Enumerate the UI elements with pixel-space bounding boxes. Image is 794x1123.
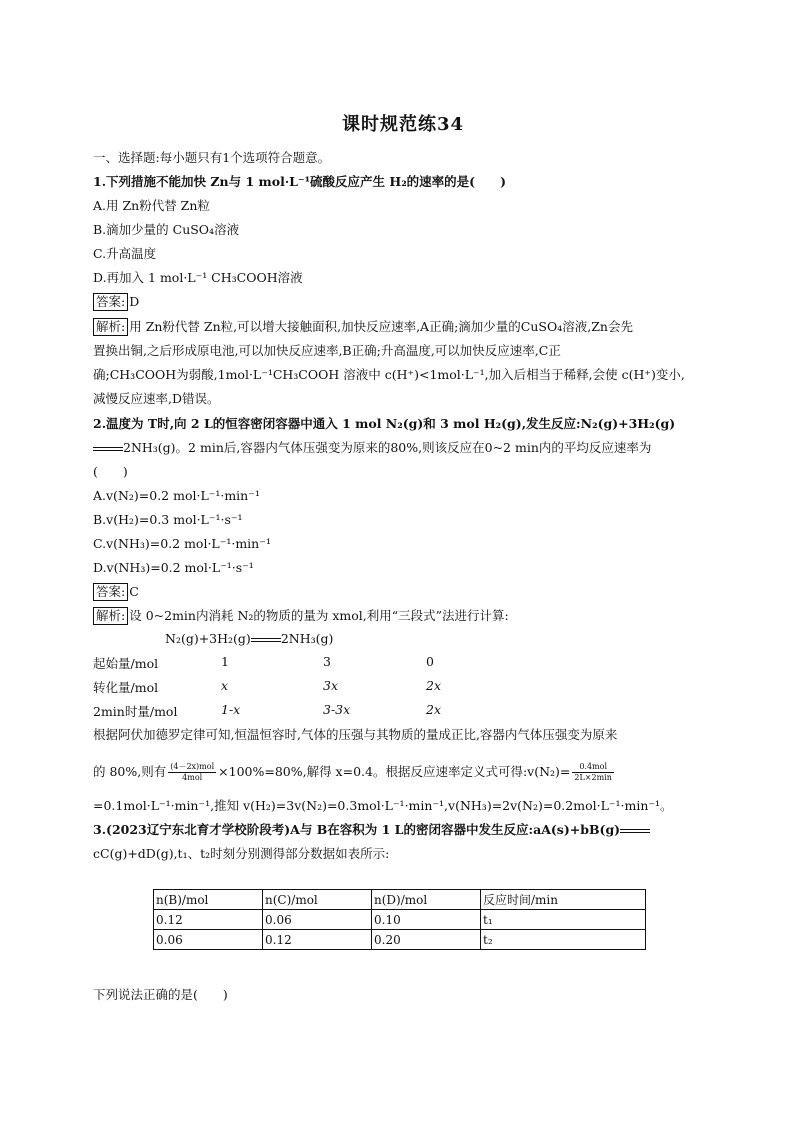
three-step-row-label: 2min时量/mol: [93, 704, 178, 719]
q1-analysis-line-4: 减慢反应速率,D错误。: [93, 391, 220, 406]
three-step-cell-text: 1-x: [221, 702, 241, 717]
table-cell: 0.20: [372, 930, 481, 950]
analysis-label: 解析:: [93, 607, 128, 625]
q2-option-b: B.v(H₂)=0.3 mol·L⁻¹·s⁻¹: [93, 512, 243, 527]
q1-answer: [93, 293, 139, 311]
q1-answer-value: D: [129, 294, 140, 309]
q2-stem-2-text: 2NH₃(g)。2 min后,容器内气体压强变为原来的80%,则该反应在0~2 min内的平均反应速率为: [123, 440, 652, 455]
answer-label: 答案:: [93, 583, 128, 601]
page-title: 课时规范练34: [341, 114, 465, 135]
q3-tail: 下列说法正确的是( ): [93, 987, 228, 1002]
three-step-cell: 1: [221, 654, 229, 669]
q1-analysis-line-1: [93, 318, 633, 336]
q1-analysis-line-2: 置换出铜,之后形成原电池,可以加快反应速率,B正确;升高温度,可以加快反应速率,C正: [93, 343, 561, 358]
answer-label: 答案:: [93, 293, 128, 311]
q2-stem-3: ( ): [93, 464, 128, 479]
table-cell: 0.12: [263, 930, 372, 950]
q2-analysis-rest-1: 根据阿伏加德罗定律可知,恒温恒容时,气体的压强与其物质的量成正比,容器内气体压强变为原来: [93, 727, 618, 742]
q3-stem-1: [93, 821, 650, 839]
q2-answer-value: C: [129, 584, 139, 599]
section-heading: 一、选择题:每小题只有1个选项符合题意。: [93, 150, 331, 165]
table-cell: 0.06: [263, 910, 372, 930]
equation-left: N₂(g)+3H₂(g): [165, 631, 251, 646]
q2-analysis-rest-2: [93, 762, 616, 783]
q1-analysis-line-3: 确;CH₃COOH为弱酸,1mol·L⁻¹CH₃COOH 溶液中 c(H⁺)<1mol·L⁻¹,加入后相当于稀释,会使 c(H⁺)变小,: [93, 367, 685, 382]
table-cell: 0.06: [154, 930, 263, 950]
data-table: [153, 889, 646, 950]
three-step-cell-text: 3-3x: [323, 702, 351, 717]
q2-analysis-line-1: [93, 607, 509, 625]
three-step-cell: [426, 702, 441, 717]
three-step-cell: [221, 702, 240, 717]
fraction-2: [572, 762, 614, 783]
q2-analysis-text-1: 设 0~2min内消耗 N₂的物质的量为 xmol,利用“三段式”法进行计算:: [129, 608, 509, 623]
q2-option-a: A.v(N₂)=0.2 mol·L⁻¹·min⁻¹: [93, 488, 260, 503]
three-step-row-label: 起始量/mol: [93, 656, 159, 671]
table-cell: t₂: [481, 930, 646, 950]
three-step-cell: [323, 678, 338, 693]
analysis-label: 解析:: [93, 318, 128, 336]
equilibrium-arrow: [251, 635, 281, 645]
fraction-2-numerator: 0.4mol: [572, 762, 614, 773]
q1-option-b: B.滴加少量的 CuSO₄溶液: [93, 222, 240, 237]
q1-stem: 1.下列措施不能加快 Zn与 1 mol·L⁻¹硫酸反应产生 H₂的速率的是( ): [93, 174, 507, 189]
equilibrium-arrow: [620, 826, 650, 836]
three-step-cell: 0: [426, 654, 434, 669]
three-step-cell-text: 2x: [426, 702, 442, 717]
three-step-cell: [426, 678, 441, 693]
table-header-cell: n(D)/mol: [372, 890, 481, 910]
q2-analysis-rest-3: =0.1mol·L⁻¹·min⁻¹,推知 v(H₂)=3v(N₂)=0.3mol·L⁻¹·min⁻¹,v(NH₃)=2v(N₂)=0.2mol·L⁻¹·min⁻¹。: [93, 798, 673, 813]
three-step-cell-text: 2x: [426, 678, 442, 693]
fraction-1-numerator: (4－2x)mol: [170, 762, 215, 771]
three-step-row-label: 转化量/mol: [93, 680, 159, 695]
fraction-1-denominator: 4mol: [182, 773, 203, 782]
table-header-cell: n(B)/mol: [154, 890, 263, 910]
q2-analysis-rest-2a: 的 80%,则有: [93, 764, 167, 779]
q1-option-d: D.再加入 1 mol·L⁻¹ CH₃COOH溶液: [93, 270, 303, 285]
table-header-cell: n(C)/mol: [263, 890, 372, 910]
q2-stem-2: [93, 439, 651, 457]
q1-option-a: A.用 Zn粉代替 Zn粒: [93, 198, 210, 213]
q2-answer: [93, 583, 139, 601]
table-header-cell: 反应时间/min: [481, 890, 646, 910]
table-cell: t₁: [481, 910, 646, 930]
equilibrium-arrow: [93, 444, 123, 454]
q3-stem-1-text: 3.(2023辽宁东北育才学校阶段考)A与 B在容积为 1 L的密闭容器中发生反应:aA(s)+bB(g): [93, 822, 621, 837]
q2-option-d: D.v(NH₃)=0.2 mol·L⁻¹·s⁻¹: [93, 560, 254, 575]
table-row: [154, 930, 646, 950]
table-cell: 0.12: [154, 910, 263, 930]
table-row: [154, 910, 646, 930]
q2-option-c: C.v(NH₃)=0.2 mol·L⁻¹·min⁻¹: [93, 536, 271, 551]
q3-stem-2: cC(g)+dD(g),t₁、t₂时刻分别测得部分数据如表所示:: [93, 846, 390, 861]
table-header-row: [154, 890, 646, 910]
q2-equation: [165, 630, 333, 648]
three-step-cell: [323, 702, 350, 717]
three-step-cell-text: x: [221, 678, 229, 693]
q1-analysis-text-1: 用 Zn粉代替 Zn粒,可以增大接触面积,加快反应速率,A正确;滴加少量的CuSO₄溶液,Zn会先: [129, 319, 633, 334]
three-step-cell: [221, 678, 228, 693]
fraction-1: [168, 762, 216, 783]
table-cell: 0.10: [372, 910, 481, 930]
q2-analysis-rest-2b: ×100%=80%,解得 x=0.4。根据反应速率定义式可得:v(N₂)=: [218, 764, 571, 779]
q1-option-c: C.升高温度: [93, 246, 157, 261]
three-step-cell-text: 3x: [323, 678, 339, 693]
fraction-2-denominator: 2L×2min: [574, 773, 612, 782]
equation-right: 2NH₃(g): [280, 631, 334, 646]
three-step-cell: 3: [323, 654, 331, 669]
q2-stem-1: 2.温度为 T时,向 2 L的恒容密闭容器中通入 1 mol N₂(g)和 3 mol H₂(g),发生反应:N₂(g)+3H₂(g): [93, 416, 676, 431]
